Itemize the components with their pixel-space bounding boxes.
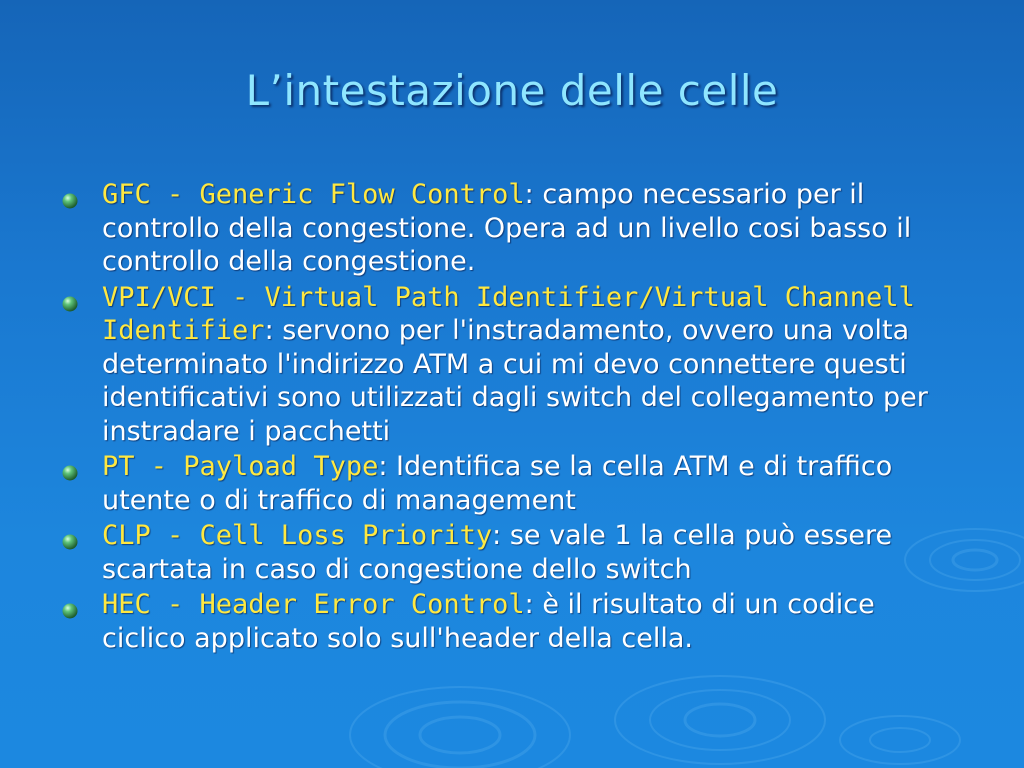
green-sphere-bullet-icon <box>62 465 78 481</box>
bullet-separator: : <box>378 451 388 482</box>
bullet-item-clp <box>58 519 958 586</box>
bullet-description: se vale 1 la cella può essere scartata in caso di congestione dello switch <box>102 520 893 585</box>
bullet-item-gfc <box>58 178 958 279</box>
bullet-term: HEC - Header Error Control <box>102 589 525 620</box>
bullet-description: Identifica se la cella ATM e di traffico utente o di traffico di management <box>102 451 893 516</box>
slide-title: L’intestazione delle celle <box>245 66 779 115</box>
bullet-item-hec <box>58 588 958 655</box>
bullet-item-vpi-vci <box>58 281 958 449</box>
bullet-list <box>58 178 958 657</box>
bullet-description: è il risultato di un codice ciclico applicato solo sull'header della cella. <box>102 589 875 654</box>
green-sphere-bullet-icon <box>62 296 78 312</box>
bullet-separator: : <box>492 520 502 551</box>
bullet-item-pt <box>58 450 958 517</box>
bullet-term: VPI/VCI - Virtual Path Identifier/Virtual Channell Identifier <box>102 281 915 346</box>
green-sphere-bullet-icon <box>62 193 78 209</box>
bullet-description: servono per l'instradamento, ovvero una volta determinato l'indirizzo ATM a cui mi devo connettere questi identificativi sono utilizzati dagli switch del collegamento per instradare i pacchetti <box>102 315 928 447</box>
bullet-separator: : <box>264 315 274 346</box>
bullet-separator: : <box>524 589 534 620</box>
bullet-term: PT - Payload Type <box>102 451 379 482</box>
bullet-term: CLP - Cell Loss Priority <box>102 520 493 551</box>
green-sphere-bullet-icon <box>62 603 78 619</box>
bullet-description: campo necessario per il controllo della congestione. Opera ad un livello cosi basso il controllo della congestione. <box>102 179 912 277</box>
bullet-term: GFC - Generic Flow Control <box>102 179 525 210</box>
green-sphere-bullet-icon <box>62 534 78 550</box>
bullet-separator: : <box>524 179 534 210</box>
